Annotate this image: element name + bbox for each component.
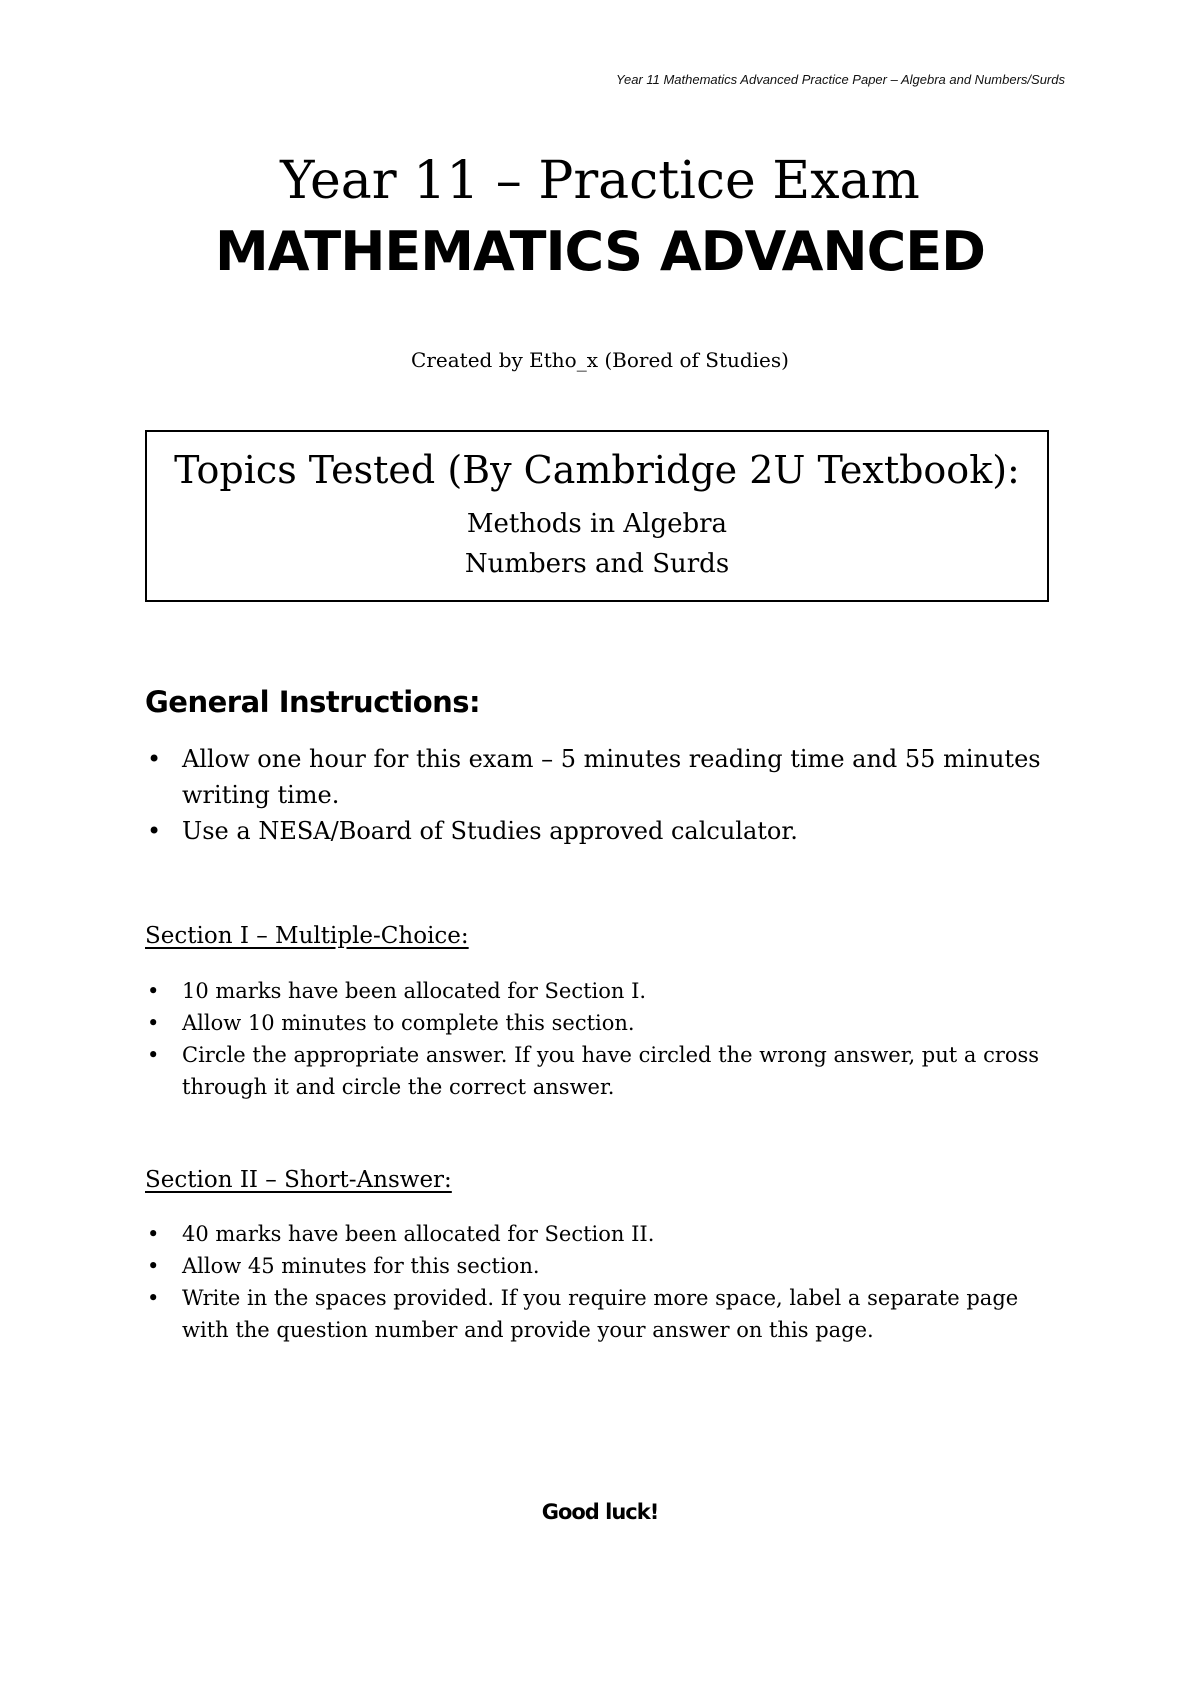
list-item (145, 1282, 1045, 1346)
bullet-icon: • (147, 1286, 160, 1310)
running-header: Year 11 Mathematics Advanced Practice Paper – Algebra and Numbers/Surds (616, 72, 1065, 87)
general-instructions-list (145, 741, 1045, 849)
section-1-list (145, 975, 1045, 1103)
topics-box (145, 430, 1049, 602)
instruction-text: Write in the spaces provided. If you require more space, label a separate page with the question number and provide your answer on this page. (182, 1286, 1019, 1342)
topics-list (147, 504, 1047, 584)
author-credit: Created by Etho_x (Bored of Studies) (411, 348, 789, 372)
bullet-icon: • (147, 1011, 160, 1035)
instruction-text: Allow 10 minutes to complete this section. (182, 1011, 635, 1035)
instruction-text: 40 marks have been allocated for Section II. (182, 1222, 655, 1246)
list-item (145, 813, 1045, 849)
instruction-text: Circle the appropriate answer. If you have circled the wrong answer, put a cross through it and circle the correct answer. (182, 1043, 1040, 1099)
exam-title-year: Year 11 – Practice Exam (280, 151, 920, 211)
instruction-text: 10 marks have been allocated for Section I. (182, 979, 647, 1003)
instruction-text: Allow one hour for this exam – 5 minutes reading time and 55 minutes writing time. (182, 745, 1041, 809)
list-item (145, 1218, 1045, 1250)
general-instructions-heading: General Instructions: (145, 685, 481, 719)
topics-heading: Topics Tested (By Cambridge 2U Textbook): (174, 448, 1020, 492)
bullet-icon: • (147, 979, 160, 1003)
bullet-icon: • (147, 1222, 160, 1246)
list-item (145, 1007, 1045, 1039)
closing-message: Good luck! (541, 1500, 659, 1524)
section-1-heading: Section I – Multiple-Choice: (145, 923, 469, 949)
list-item (145, 1039, 1045, 1103)
section-2-heading: Section II – Short-Answer: (145, 1167, 452, 1193)
bullet-icon: • (147, 1254, 160, 1278)
instruction-text: Use a NESA/Board of Studies approved calculator. (182, 817, 798, 845)
list-item (145, 1250, 1045, 1282)
section-2-list (145, 1218, 1045, 1346)
instruction-text: Allow 45 minutes for this section. (182, 1254, 540, 1278)
bullet-icon: • (147, 1043, 160, 1067)
exam-title-subject: MATHEMATICS ADVANCED (215, 220, 985, 283)
bullet-icon: • (147, 817, 162, 845)
list-item (145, 975, 1045, 1007)
bullet-icon: • (147, 745, 162, 773)
topic-item: Methods in Algebra (466, 509, 728, 539)
list-item (145, 741, 1045, 813)
topic-item: Numbers and Surds (464, 549, 730, 579)
